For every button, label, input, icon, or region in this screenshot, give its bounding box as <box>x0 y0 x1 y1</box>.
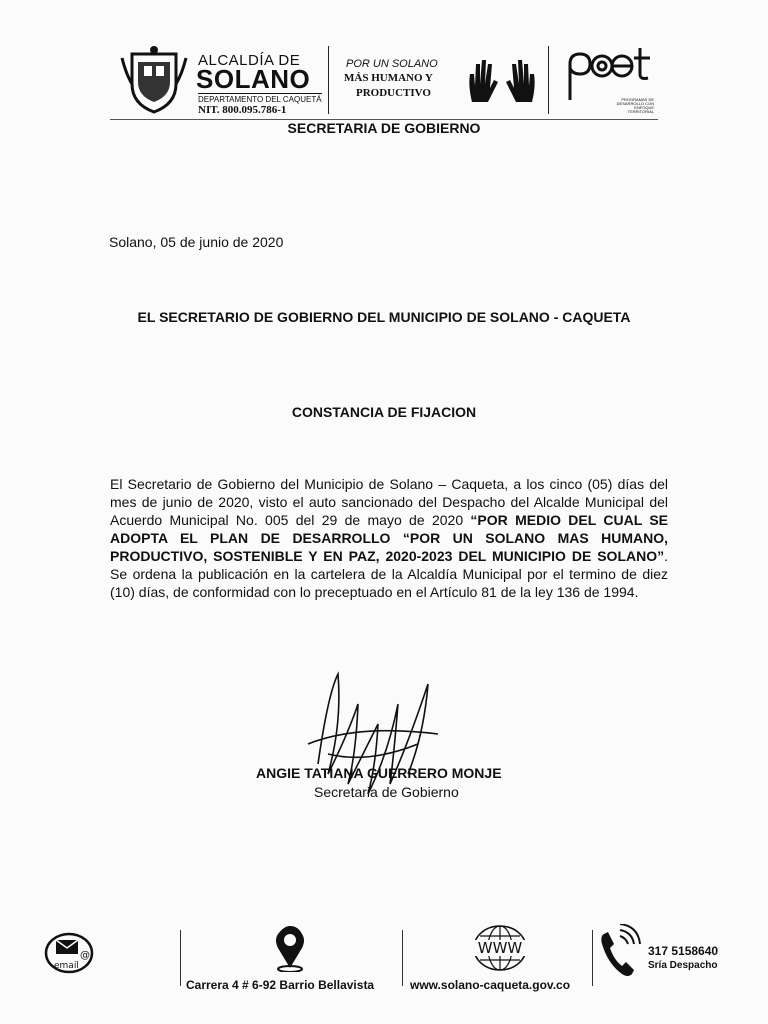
paragraph-text: El Secretario de Gobierno del Municipio de Solano – Caqueta, a los cinco (05) días del mes de junio de 2020, visto el auto sancionado del Despacho del Alcalde Municipal del Acuerdo Municipal No. 005 del 29 de mayo de 2020 <box>110 476 668 528</box>
footer-phone-label: Sría Despacho <box>648 960 718 971</box>
body-paragraph <box>110 475 668 601</box>
signer-role: Secretaria de Gobierno <box>314 784 459 800</box>
phone-icon <box>596 924 642 980</box>
department-label: DEPARTAMENTO DEL CAQUETÁ <box>198 95 322 104</box>
coat-of-arms-icon <box>118 44 190 116</box>
footer-divider <box>180 930 181 986</box>
www-label: WWW <box>477 939 523 957</box>
slogan-line-2: MÁS HUMANO Y <box>344 72 433 84</box>
header-divider <box>328 46 329 114</box>
document-heading: EL SECRETARIO DE GOBIERNO DEL MUNICIPIO DE SOLANO - CAQUETA <box>137 309 631 325</box>
footer-divider <box>402 930 403 986</box>
footer-website[interactable]: www.solano-caqueta.gov.co <box>410 978 571 992</box>
email-icon <box>44 932 94 974</box>
document-title: CONSTANCIA DE FIJACION <box>291 404 477 420</box>
alcaldia-label: ALCALDÍA DE <box>198 52 301 69</box>
location-pin-icon <box>272 926 308 972</box>
nit-number: NIT. 800.095.786-1 <box>198 104 287 116</box>
signer-name: ANGIE TATIANA GUERRERO MONJE <box>256 765 502 781</box>
footer-phone: 317 5158640 <box>648 944 719 958</box>
header-divider <box>548 46 549 114</box>
pdet-caption: PROGRAMAS DE DESARROLLO CON ENFOQUE TERRITORIAL <box>616 97 654 114</box>
paragraph-bold-text: “POR MEDIO DEL CUAL SE ADOPTA EL PLAN DE DESARROLLO “POR UN SOLANO MAS HUMANO, PRODUCTIVO, SOSTENIBLE Y EN PAZ, 2020-2023 DEL MUNICIPIO DE SOLANO” <box>110 512 668 564</box>
svg-text:@: @ <box>80 950 90 961</box>
slogan-line-3: PRODUCTIVO <box>356 87 431 99</box>
email-label: email <box>54 961 79 971</box>
footer-address: Carrera 4 # 6-92 Barrio Bellavista <box>186 978 375 992</box>
footer-divider <box>592 930 593 986</box>
globe-www-icon <box>464 924 536 972</box>
slogan-line-1: POR UN SOLANO <box>346 58 438 70</box>
hands-icon <box>464 56 540 104</box>
section-title: SECRETARIA DE GOBIERNO <box>287 120 481 136</box>
document-date: Solano, 05 de junio de 2020 <box>109 234 284 250</box>
paragraph-text: . Se ordena la publicación en la cartelera de la Alcaldía Municipal por el termino de diez (10) días, de conformidad con lo preceptuado en el Artículo 81 de la ley 136 de 1994. <box>110 548 668 600</box>
municipality-name: SOLANO <box>196 64 311 94</box>
